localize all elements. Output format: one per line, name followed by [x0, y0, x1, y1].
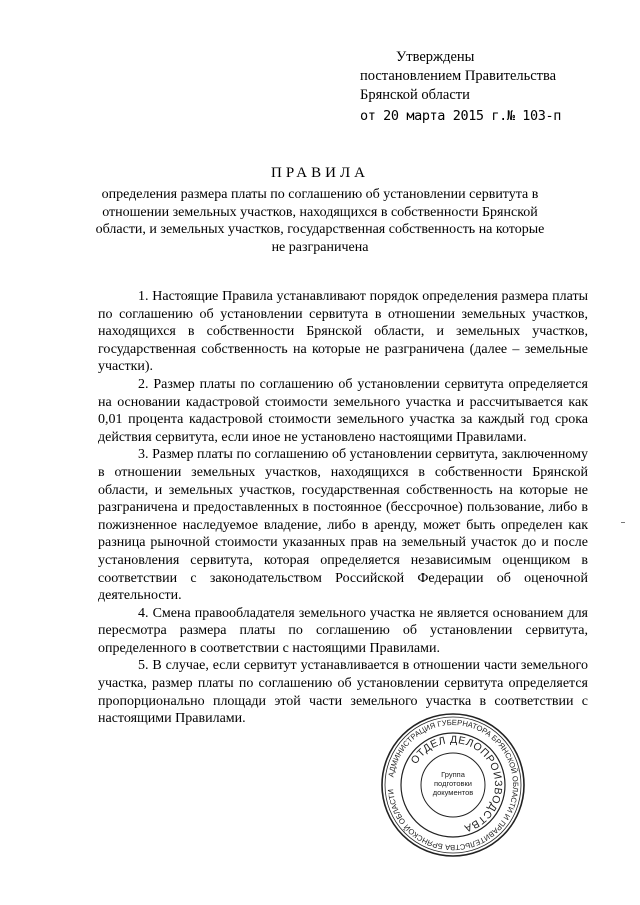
paragraph-1: 1. Настоящие Правила устанавливают порядок определения размера платы по соглашению об установлении сервитута в отношении земельных участков, находящихся в собственности Брянской области, и земельных участков, государственная собственность на которые не разграничена (далее – земельные участки). — [98, 289, 588, 375]
document-title: ПРАВИЛА — [271, 165, 369, 181]
paragraph-4: 4. Смена правообладателя земельного участка не является основанием для пересмотра размера платы по соглашению об установлении сервитута, определенного в соответствии с настоящими Правилами. — [98, 605, 588, 656]
stamp-ring-text-inner: ОТДЕЛ ДЕЛОПРОИЗВОДСТВА — [408, 733, 505, 835]
stamp-center-box — [425, 770, 481, 804]
approval-line-region: Брянской области — [360, 87, 470, 103]
paragraph-3: 3. Размер платы по соглашению об установлении сервитута, заключенному в отношении земельных участков, находящихся в собственности Брянской области, и земельных участков, государственная собственность на которые не разграничена и предоставленных в постоянное (бессрочное) пользование, либо в пожизненное наследуемое владение, либо в аренду, может быть определен как разница рыночной стоимости указанных прав на земельный участок до и после установления сервитута, которая определяется независимым оценщиком в соответствии с законодательством Российской Федерации об оценочной деятельности. — [98, 447, 588, 604]
approval-block — [360, 48, 620, 126]
document-subtitle: определения размера платы по соглашению об установлении сервитута в отношении земельных участков, находящихся в собственности Брянской области, и земельных участков, государственная собственность на которые не разграничена — [95, 187, 545, 255]
approval-line-approved: Утверждены — [396, 49, 475, 65]
margin-mark — [621, 522, 625, 523]
official-stamp — [380, 712, 526, 858]
approval-line-resolution: постановлением Правительства — [360, 68, 557, 84]
paragraph-5: 5. В случае, если сервитут устанавливается в отношении части земельного участка, размер платы по соглашению об установлении сервитута определяется пропорционально площади этой части земельного участка в соответствии с настоящими Правилами. — [98, 658, 588, 727]
stamp-ring-text-outer: АДМИНИСТРАЦИЯ ГУБЕРНАТОРА БРЯНСКОЙ ОБЛАСТИ И ПРАВИТЕЛЬСТВА БРЯНСКОЙ ОБЛАСТИ — [386, 717, 521, 853]
document-body — [98, 288, 588, 728]
stamp-center-text: Группа подготовки документов — [432, 770, 474, 797]
approval-line-date-number: от 20 марта 2015 г.№ 103-п — [360, 108, 561, 124]
paragraph-2: 2. Размер платы по соглашению об установлении сервитута определяется на основании кадастровой стоимости земельного участка и рассчитывается как 0,01 процента кадастровой стоимости земельного участка за каждый год срока действия сервитута, если иное не установлено настоящими Правилами. — [98, 376, 588, 445]
